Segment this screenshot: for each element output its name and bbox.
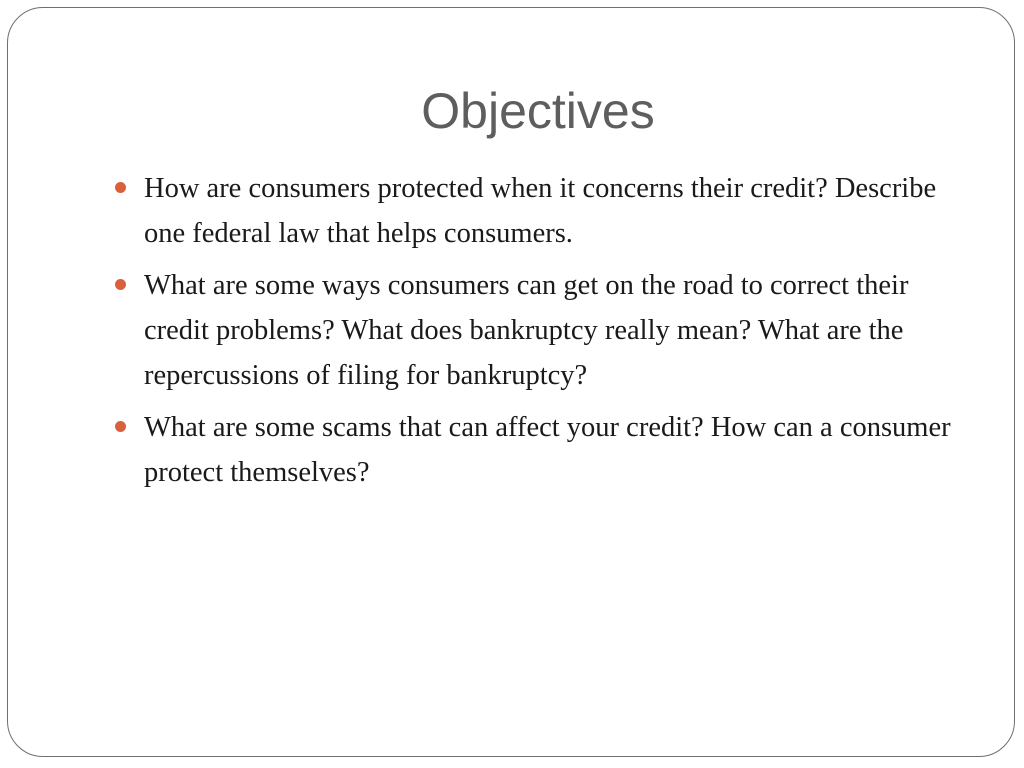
bullet-dot-icon [115,421,126,432]
bullet-text: How are consumers protected when it concerns their credit? Describe one federal law that helps consumers. [144,173,937,249]
bullet-item [112,263,962,398]
bullet-text: What are some scams that can affect your credit? How can a consumer protect themselves? [144,412,951,488]
bullet-list [112,166,962,502]
bullet-dot-icon [115,279,126,290]
slide-title: Objectives [421,83,655,139]
bullet-text: What are some ways consumers can get on the road to correct their credit problems? What does bankruptcy really mean? What are the repercussions of filing for bankruptcy? [144,270,909,391]
bullet-dot-icon [115,182,126,193]
bullet-item [112,166,962,256]
bullet-item [112,405,962,495]
